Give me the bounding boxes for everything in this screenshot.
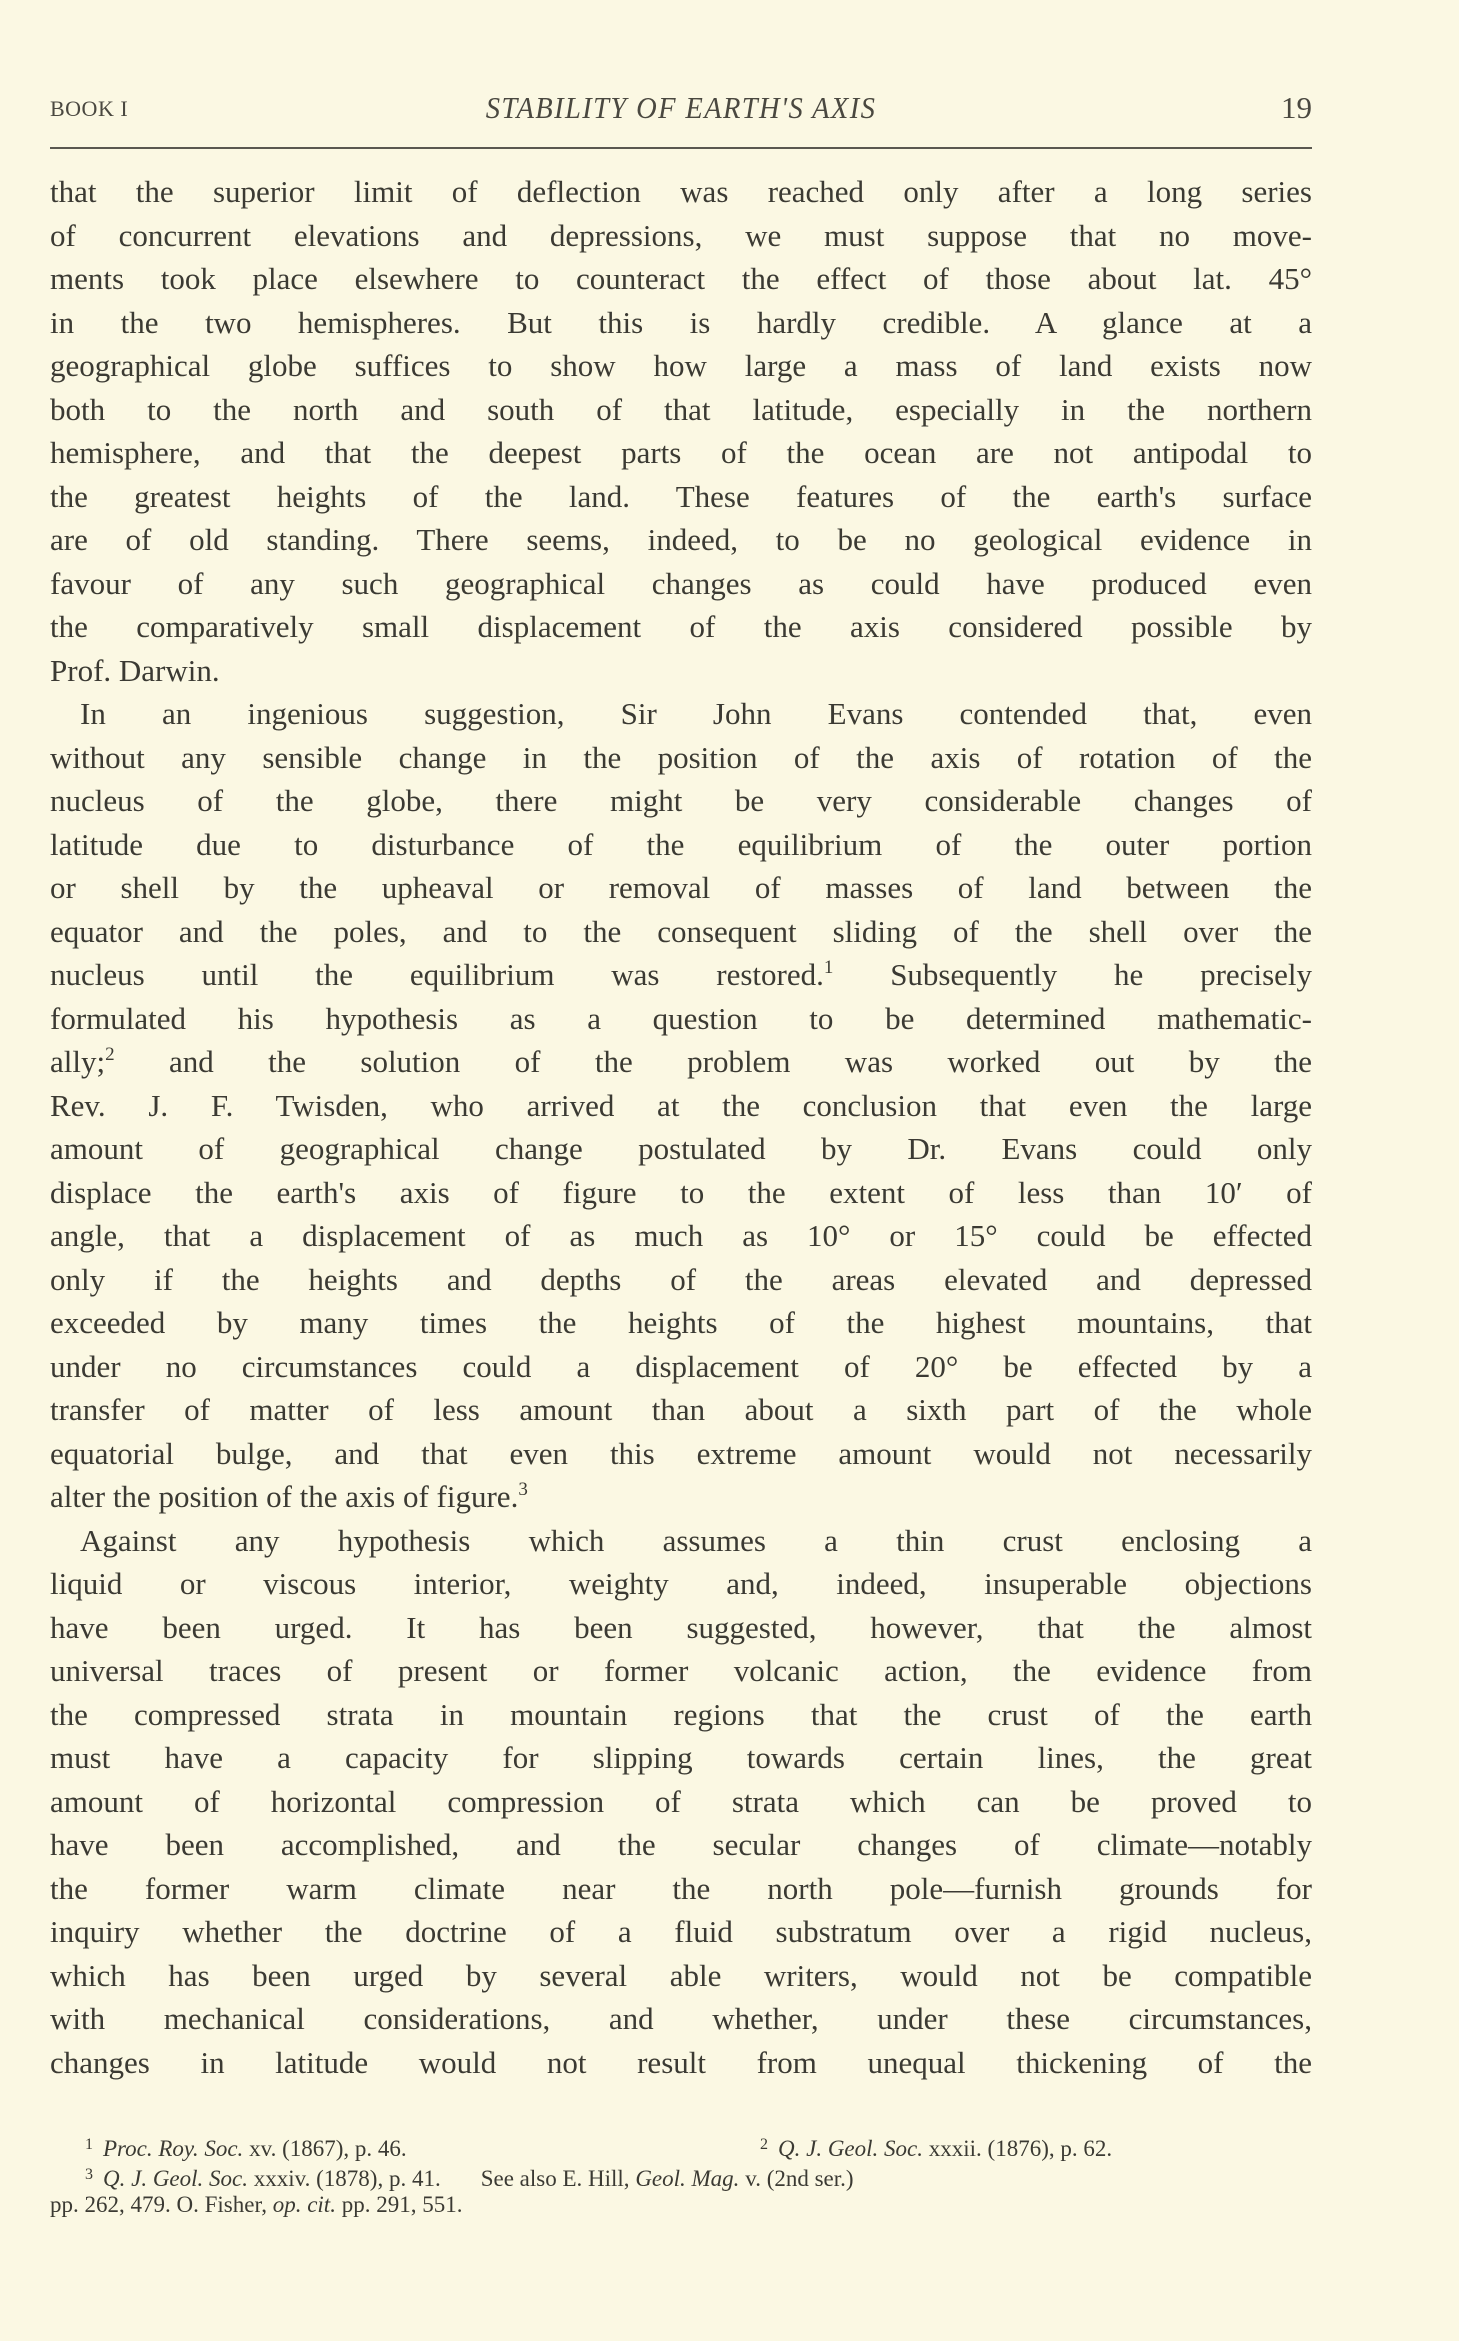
text-line — [50, 997, 1312, 1041]
line-text: latitude due to disturbance of the equilibrium of the outer portion — [50, 826, 1312, 862]
text-line — [50, 1475, 1312, 1519]
footnote-1 — [85, 2130, 407, 2164]
text-line — [50, 1867, 1312, 1911]
footnote-citation: xxxiv. (1878), p. 41. — [248, 2166, 441, 2191]
line-text: liquid or viscous interior, weighty and, indeed, insuperable objections — [50, 1566, 1312, 1601]
running-title: STABILITY OF EARTH'S AXIS — [485, 90, 877, 125]
footnote-2 — [760, 2130, 1112, 2164]
footnote-journal: Q. J. Geol. Soc. — [778, 2136, 923, 2161]
footnote-marker: 1 — [85, 2136, 93, 2153]
footnote-row — [50, 2190, 1312, 2220]
body-text — [50, 170, 1312, 2084]
line-text: or shell by the upheaval or removal of masses of land between the — [50, 870, 1312, 905]
line-text: ally; — [50, 1044, 106, 1079]
footnote-citation: pp. 291, 551. — [335, 2192, 463, 2217]
line-text: alter the position of the axis of figure. — [50, 1479, 519, 1514]
footnote-citation: v. (2nd ser.) — [739, 2166, 854, 2191]
text-line — [50, 388, 1312, 432]
text-line — [50, 1736, 1312, 1780]
text-line — [50, 649, 1312, 693]
text-line — [50, 1171, 1312, 1215]
text-line — [50, 1997, 1312, 2041]
line-text: Rev. J. F. Twisden, who arrived at the conclusion that even the large — [50, 1087, 1312, 1123]
text-line — [50, 823, 1312, 867]
line-text: have been accomplished, and the secular changes of climate—notably — [50, 1827, 1312, 1862]
line-text: under no circumstances could a displacement of 20° be effected by a — [50, 1348, 1312, 1384]
book-label: BOOK I — [50, 96, 129, 121]
line-text: of concurrent elevations and depressions, we must suppose that no move- — [50, 217, 1312, 253]
text-line — [50, 214, 1312, 258]
footnotes — [50, 2130, 1312, 2220]
line-text: hemisphere, and that the deepest parts of the ocean are not antipodal to — [50, 435, 1312, 470]
text-line — [50, 866, 1312, 910]
text-line — [50, 1432, 1312, 1476]
text-line — [50, 1693, 1312, 1737]
line-text: have been urged. It has been suggested, however, that the almost — [50, 1609, 1312, 1645]
text-line — [50, 1954, 1312, 1998]
footnote-citation: pp. 262, 479. O. Fisher, — [50, 2192, 273, 2217]
text-line — [50, 1519, 1312, 1563]
line-text: amount of horizontal compression of strata which can be proved to — [50, 1783, 1312, 1819]
text-line — [50, 692, 1312, 736]
running-header — [50, 90, 1312, 130]
line-text: angle, that a displacement of as much as 10° or 15° could be effected — [50, 1218, 1312, 1253]
text-line — [50, 170, 1312, 214]
line-text: favour of any such geographical changes as could have produced even — [50, 565, 1312, 601]
footnote-journal: Geol. Mag. — [635, 2166, 740, 2191]
text-line — [50, 562, 1312, 606]
line-text: the greatest heights of the land. These features of the earth's surface — [50, 478, 1312, 514]
text-line — [50, 953, 1312, 997]
line-text: both to the north and south of that latitude, especially in the northern — [50, 391, 1312, 427]
footnote-marker: 2 — [760, 2136, 768, 2153]
line-text: in the two hemispheres. But this is hardly credible. A glance at a — [50, 304, 1312, 340]
text-line — [50, 2041, 1312, 2085]
line-text: amount of geographical change postulated by Dr. Evans could only — [50, 1131, 1312, 1166]
line-text: only if the heights and depths of the areas elevated and depressed — [50, 1261, 1312, 1297]
text-line — [50, 779, 1312, 823]
line-text: displace the earth's axis of figure to the extent of less than 10′ of — [50, 1174, 1312, 1210]
header-rule — [50, 147, 1312, 149]
line-text: geographical globe suffices to show how large a mass of land exists now — [50, 348, 1312, 383]
line-text: formulated his hypothesis as a question to be determined mathematic- — [50, 1000, 1312, 1036]
line-text: and the solution of the problem was worked out by the — [114, 1044, 1312, 1079]
line-text: In an ingenious suggestion, Sir John Evans contended that, even — [80, 696, 1312, 731]
footnote-journal: Proc. Roy. Soc. — [103, 2136, 244, 2161]
text-line — [50, 1562, 1312, 1606]
footnote-marker: 3 — [85, 2166, 93, 2183]
line-text: ments took place elsewhere to counteract the effect of those about lat. 45° — [50, 261, 1312, 296]
footnote-citation: xv. (1867), p. 46. — [243, 2136, 407, 2161]
text-line — [50, 257, 1312, 301]
text-line — [50, 1040, 1312, 1084]
text-line — [50, 736, 1312, 780]
footnote-journal: Q. J. Geol. Soc. — [103, 2166, 248, 2191]
text-line — [50, 1606, 1312, 1650]
text-line — [50, 1214, 1312, 1258]
text-line — [50, 910, 1312, 954]
text-line — [50, 1780, 1312, 1824]
text-line — [50, 1084, 1312, 1128]
text-line — [50, 1910, 1312, 1954]
text-line — [50, 605, 1312, 649]
text-line — [50, 1649, 1312, 1693]
line-text: nucleus of the globe, there might be very considerable changes of — [50, 783, 1312, 818]
text-line — [50, 1388, 1312, 1432]
line-text: Against any hypothesis which assumes a thin crust enclosing a — [80, 1522, 1312, 1558]
line-text: must have a capacity for slipping towards certain lines, the great — [50, 1740, 1312, 1775]
text-line — [50, 1345, 1312, 1389]
line-text: inquiry whether the doctrine of a fluid substratum over a rigid nucleus, — [50, 1914, 1312, 1949]
line-text: transfer of matter of less amount than about a sixth part of the whole — [50, 1392, 1312, 1427]
page-number: 19 — [1281, 90, 1312, 125]
line-text: that the superior limit of deflection was reached only after a long series — [50, 174, 1312, 209]
text-line — [50, 301, 1312, 345]
text-line — [50, 344, 1312, 388]
line-text: equatorial bulge, and that even this extreme amount would not necessarily — [50, 1435, 1312, 1471]
line-text: Subsequently he precisely — [833, 957, 1313, 992]
line-text: with mechanical considerations, and whether, under these circumstances, — [50, 2001, 1312, 2036]
line-text: the compressed strata in mountain regions that the crust of the earth — [50, 1696, 1312, 1732]
line-text: Prof. Darwin. — [50, 652, 220, 688]
text-line — [50, 475, 1312, 519]
footnote-reference[interactable]: 3 — [518, 1479, 528, 1500]
line-text: the former warm climate near the north pole—furnish grounds for — [50, 1870, 1312, 1906]
line-text: nucleus until the equilibrium was restored. — [50, 957, 824, 992]
line-text: equator and the poles, and to the consequent sliding of the shell over the — [50, 913, 1312, 949]
footnote-see-also: See also E. Hill, — [480, 2166, 636, 2191]
line-text: are of old standing. There seems, indeed, to be no geological evidence in — [50, 522, 1312, 557]
line-text: exceeded by many times the heights of the highest mountains, that — [50, 1305, 1312, 1340]
footnote-row — [50, 2160, 1312, 2190]
line-text: without any sensible change in the position of the axis of rotation of the — [50, 739, 1312, 775]
footnote-citation: xxxii. (1876), p. 62. — [923, 2136, 1113, 2161]
text-line — [50, 1127, 1312, 1171]
footnote-row — [50, 2130, 1312, 2160]
text-line — [50, 1301, 1312, 1345]
text-line — [50, 518, 1312, 562]
footnote-3-continued — [50, 2190, 462, 2220]
text-line — [50, 1258, 1312, 1302]
text-line — [50, 431, 1312, 475]
line-text: which has been urged by several able writers, would not be compatible — [50, 1957, 1312, 1993]
text-line — [50, 1823, 1312, 1867]
footnote-reference[interactable]: 2 — [105, 1044, 115, 1065]
footnote-3 — [85, 2160, 854, 2194]
line-text: universal traces of present or former volcanic action, the evidence from — [50, 1653, 1312, 1688]
footnote-op-cit: op. cit. — [272, 2192, 336, 2217]
line-text: changes in latitude would not result from unequal thickening of the — [50, 2044, 1312, 2080]
line-text: the comparatively small displacement of the axis considered possible by — [50, 609, 1312, 644]
footnote-reference[interactable]: 1 — [823, 957, 834, 978]
